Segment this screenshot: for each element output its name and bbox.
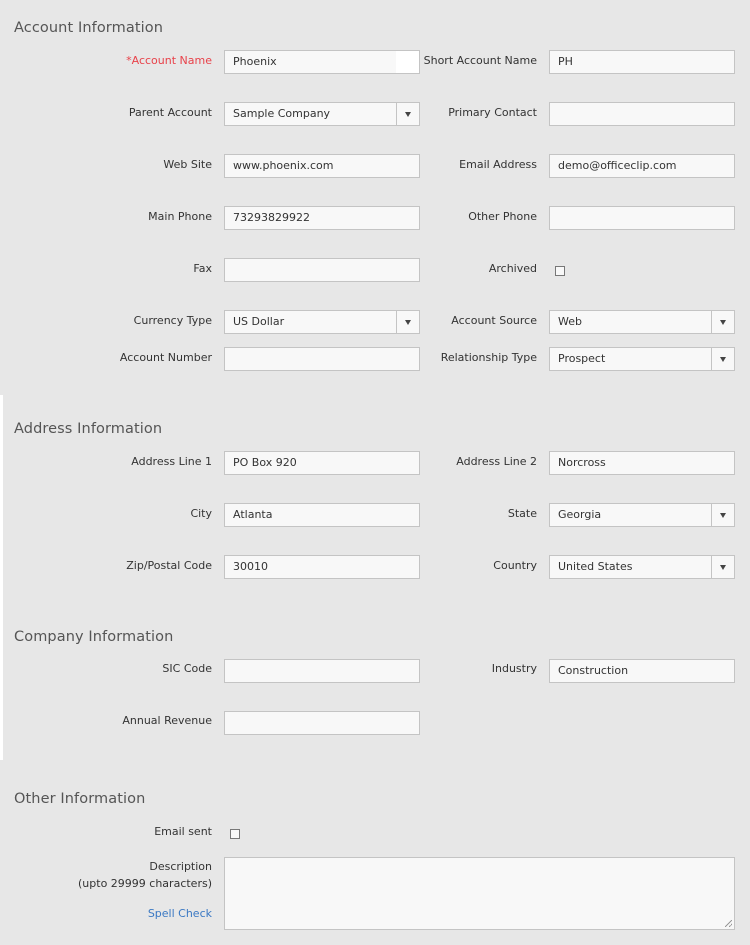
account-source-select[interactable] [549,310,735,334]
resize-grip-icon[interactable] [725,920,732,927]
description-label-line1: Description [149,860,212,873]
description-label [78,858,212,892]
caret-down-icon [720,357,726,362]
fax-input[interactable] [224,258,420,282]
dropdown-button[interactable] [396,103,419,125]
left-edge-strip [0,395,3,760]
state-value: Georgia [558,508,602,521]
account-name-label [126,54,212,68]
account-information-title: Account Information [14,20,163,36]
spell-check-link[interactable]: Spell Check [147,907,212,920]
address-line-1-label: Address Line 1 [131,455,212,468]
city-input[interactable]: Atlanta [224,503,420,527]
other-phone-input[interactable] [549,206,735,230]
company-information-title: Company Information [14,629,174,645]
parent-account-label: Parent Account [128,106,212,119]
caret-down-icon [720,320,726,325]
account-source-label: Account Source [451,314,537,327]
description-label-line2: (upto 29999 characters) [78,877,212,890]
email-address-label: Email Address [459,158,537,171]
state-select[interactable] [549,503,735,527]
archived-label: Archived [488,262,537,275]
account-number-input[interactable] [224,347,420,371]
primary-contact-input[interactable] [549,102,735,126]
web-site-label: Web Site [163,158,212,171]
account-name-input[interactable] [224,50,420,74]
country-select[interactable] [549,555,735,579]
required-mark: * [126,54,132,67]
state-label: State [507,507,537,520]
account-name-label-text: Account Name [131,54,212,67]
caret-down-icon [720,565,726,570]
dropdown-button[interactable] [711,348,734,370]
currency-type-value: US Dollar [233,315,285,328]
sic-code-label: SIC Code [162,662,212,675]
country-label: Country [493,559,537,572]
caret-down-icon [405,112,411,117]
zip-label: Zip/Postal Code [126,559,212,572]
main-phone-label: Main Phone [148,210,212,223]
relationship-type-select[interactable] [549,347,735,371]
annual-revenue-label: Annual Revenue [122,714,212,727]
currency-type-label: Currency Type [133,314,212,327]
other-phone-label: Other Phone [468,210,537,223]
short-account-name-input[interactable]: PH [549,50,735,74]
currency-type-select[interactable] [224,310,420,334]
address-line-2-input[interactable]: Norcross [549,451,735,475]
fax-label: Fax [193,262,212,275]
other-information-title: Other Information [14,791,146,807]
address-line-1-input[interactable]: PO Box 920 [224,451,420,475]
dropdown-button[interactable] [396,311,419,333]
industry-label: Industry [491,662,537,675]
account-number-label: Account Number [119,351,212,364]
parent-account-value: Sample Company [233,107,331,120]
dropdown-button[interactable] [711,556,734,578]
main-phone-input[interactable]: 73293829922 [224,206,420,230]
description-textarea[interactable] [224,857,735,930]
archived-checkbox[interactable] [555,266,565,276]
account-source-value: Web [558,315,582,328]
relationship-type-value: Prospect [558,352,606,365]
short-account-name-label: Short Account Name [423,54,537,67]
parent-account-select[interactable] [224,102,420,126]
industry-input[interactable]: Construction [549,659,735,683]
primary-contact-label: Primary Contact [448,106,537,119]
sic-code-input[interactable] [224,659,420,683]
dropdown-button[interactable] [711,311,734,333]
address-line-2-label: Address Line 2 [456,455,537,468]
country-value: United States [558,560,633,573]
zip-input[interactable]: 30010 [224,555,420,579]
caret-down-icon [405,320,411,325]
caret-down-icon [720,513,726,518]
input-autofill-tab [396,51,419,73]
email-address-input[interactable]: demo@officeclip.com [549,154,735,178]
email-sent-label: Email sent [154,825,212,838]
email-sent-checkbox[interactable] [230,829,240,839]
account-name-value: Phoenix [233,55,277,68]
address-information-title: Address Information [14,421,163,437]
web-site-input[interactable]: www.phoenix.com [224,154,420,178]
annual-revenue-input[interactable] [224,711,420,735]
relationship-type-label: Relationship Type [440,351,537,364]
dropdown-button[interactable] [711,504,734,526]
city-label: City [190,507,212,520]
